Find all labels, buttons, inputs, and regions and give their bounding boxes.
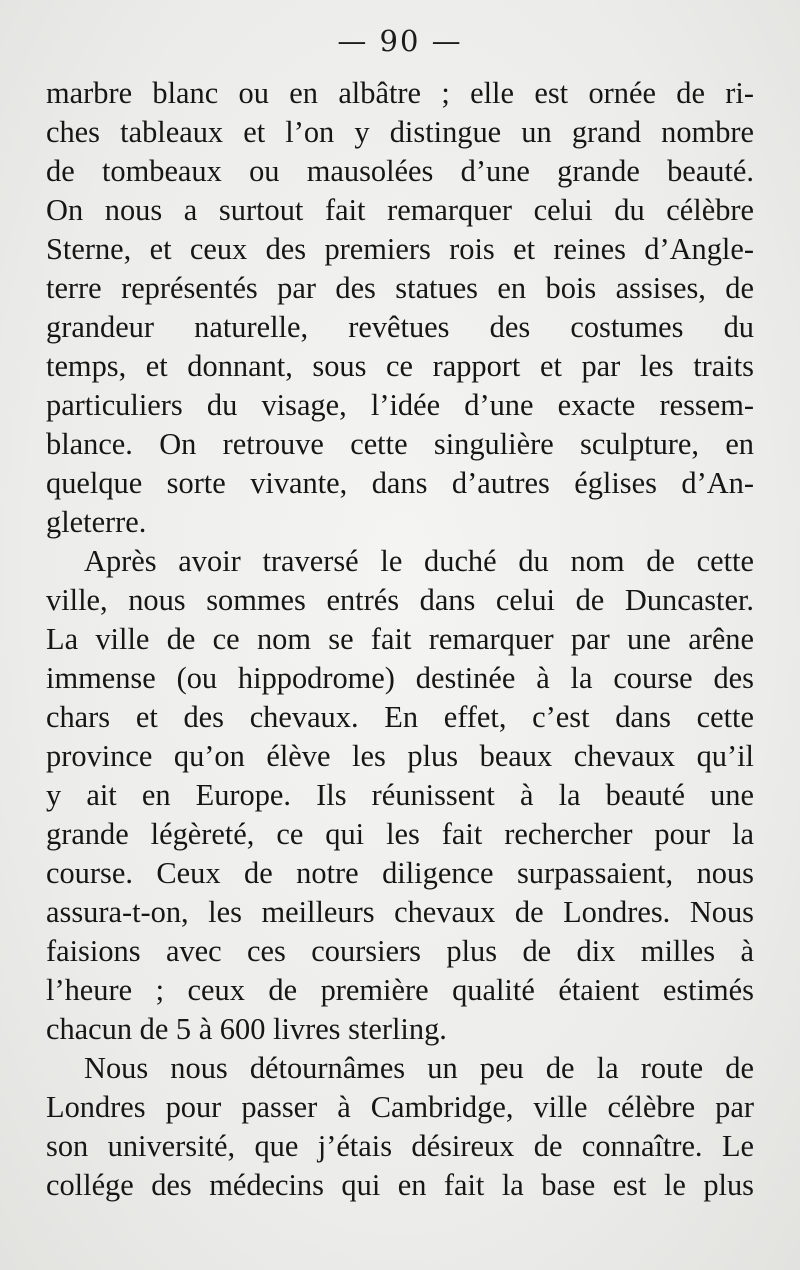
- text-line: gleterre.: [46, 505, 147, 539]
- text-line: assura-t-on, les meilleurs chevaux de Londres. Nous: [46, 895, 754, 929]
- text-line: province qu’on élève les plus beaux chevaux qu’il: [46, 739, 754, 773]
- text-line: son université, que j’étais désireux de connaître. Le: [46, 1129, 754, 1163]
- text-line: Londres pour passer à Cambridge, ville célèbre par: [46, 1090, 754, 1124]
- paragraph: [46, 542, 754, 1049]
- paragraph: [46, 74, 754, 542]
- text-line: grande légèreté, ce qui les fait rechercher pour la: [46, 817, 754, 851]
- text-line: course. Ceux de notre diligence surpassaient, nous: [46, 856, 754, 890]
- text-line: grandeur naturelle, revêtues des costumes du: [46, 310, 754, 344]
- text-line: faisions avec ces coursiers plus de dix milles à: [46, 934, 754, 968]
- text-line: l’heure ; ceux de première qualité étaient estimés: [46, 973, 754, 1007]
- text-line: blance. On retrouve cette singulière sculpture, en: [46, 427, 754, 461]
- text-line: quelque sorte vivante, dans d’autres églises d’An-: [46, 466, 754, 500]
- text-line: y ait en Europe. Ils réunissent à la beauté une: [46, 778, 754, 812]
- page-text: [46, 74, 754, 1205]
- text-line: Après avoir traversé le duché du nom de cette: [84, 544, 754, 578]
- text-line: ches tableaux et l’on y distingue un grand nombre: [46, 115, 754, 149]
- text-line: terre représentés par des statues en bois assises, de: [46, 271, 754, 305]
- text-line: ville, nous sommes entrés dans celui de Duncaster.: [46, 583, 754, 617]
- text-line: On nous a surtout fait remarquer celui du célèbre: [46, 193, 754, 227]
- text-line: collége des médecins qui en fait la base est le plus: [46, 1168, 754, 1202]
- page-number: — 90 —: [337, 24, 463, 58]
- text-line: particuliers du visage, l’idée d’une exacte ressem-: [46, 388, 754, 422]
- text-line: marbre blanc ou en albâtre ; elle est ornée de ri-: [46, 76, 754, 110]
- paragraph: [46, 1049, 754, 1205]
- text-line: La ville de ce nom se fait remarquer par une arêne: [46, 622, 754, 656]
- text-line: Nous nous détournâmes un peu de la route de: [84, 1051, 754, 1085]
- text-line: Sterne, et ceux des premiers rois et reines d’Angle-: [46, 232, 754, 266]
- text-line: immense (ou hippodrome) destinée à la course des: [46, 661, 754, 695]
- text-line: chars et des chevaux. En effet, c’est dans cette: [46, 700, 754, 734]
- text-line: de tombeaux ou mausolées d’une grande beauté.: [46, 154, 754, 188]
- text-line: chacun de 5 à 600 livres sterling.: [46, 1012, 447, 1046]
- text-line: temps, et donnant, sous ce rapport et par les traits: [46, 349, 754, 383]
